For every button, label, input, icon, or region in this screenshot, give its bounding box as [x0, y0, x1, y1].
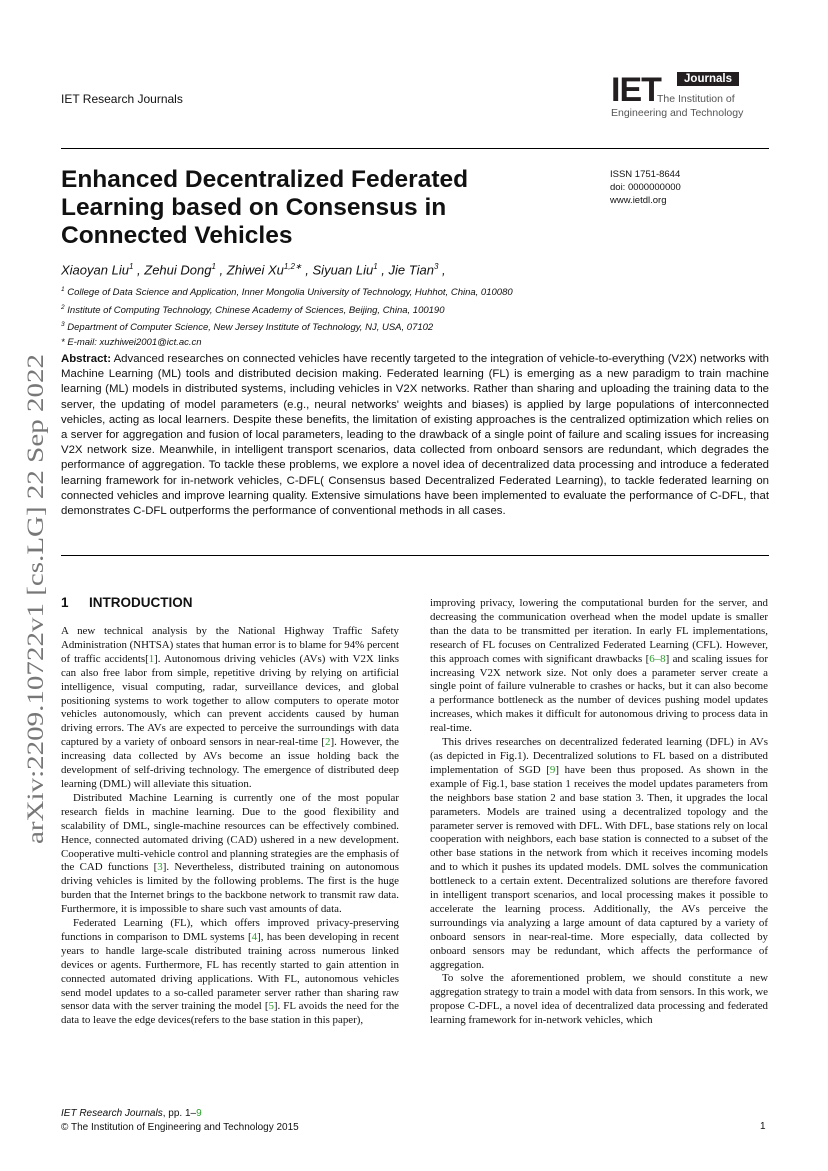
- citation-link[interactable]: 4: [251, 930, 258, 943]
- abstract: [61, 352, 769, 519]
- paragraph-text: ]. FL avoids the need for the data to leave the edge devices(refers to the base station in this paper),: [61, 1000, 399, 1027]
- issn-block: [610, 168, 681, 207]
- citation-link[interactable]: 5: [268, 1000, 274, 1013]
- author-name: Zehui Dong: [144, 262, 212, 278]
- author-affiliation-mark: 1: [128, 262, 134, 271]
- journal-name: IET Research Journals: [61, 92, 183, 106]
- abstract-rule: [61, 555, 769, 556]
- citation-link[interactable]: 6–8: [649, 652, 666, 665]
- paragraph-text: ]. Nevertheless, distributed training on autonomous driving vehicles is limited by the following problems. The first is the huge burden that the Internet brings to the backbone network to transmit raw data. Furthermore, it is impossible to share such vast amounts of data.: [61, 861, 399, 916]
- section-heading: [61, 595, 193, 610]
- author-name: Jie Tian: [388, 262, 434, 278]
- citation-link[interactable]: 3: [157, 861, 163, 874]
- footer-citation: [61, 1107, 299, 1121]
- author-affiliation-mark: 1: [211, 262, 216, 271]
- citation-link[interactable]: 9: [549, 763, 556, 776]
- affiliation-text: College of Data Science and Application, Inner Mongolia University of Technology, Huhhot, China, 010080: [67, 287, 513, 299]
- affiliation-mark: 1: [61, 286, 65, 293]
- section-title: INTRODUCTION: [89, 595, 193, 610]
- footer: [61, 1107, 299, 1135]
- affiliation-list: [61, 283, 513, 350]
- body-paragraph: [430, 736, 768, 972]
- author-affiliation-mark: 1: [373, 262, 378, 271]
- abstract-text: Advanced researches on connected vehicles have recently targeted to the integration of vehicle-to-everything (V2X) networks with Machine Learning (ML) tools and distributed decision making. Federated learning (FL) is emerging as a new paradigm to train machine learning (ML) models in distributed systems, including vehicles in V2X networks. Rather than sharing and uploading the training data to the server, the updating of model parameters (e.g., neural networks' weights and biases) is applied by large populations of interconnected vehicles, acting as local learners. Despite these benefits, the limitation of existing approaches is the centralized optimization which relies on a server for aggregation and fusion of local parameters, leading to the drawback of a single point of failure and scaling issues for increasing V2X network size. Meanwhile, in intelligent transport scenarios, data collected from onboard sensors are redundant, which degrades the performance of aggregation. To tackle these problems, we explore a novel idea of decentralized data processing and introduce a federated learning framework for in-network vehicles, C-DFL( Consensus based Decentralized Federated Learning), to tackle federated learning on connected vehicles and improve learning quality. Extensive simulations have been implemented to evaluate the performance of C-DFL, that demonstrates C-DFL outperforms the performance of conventional methods in all cases.: [61, 353, 769, 518]
- footer-pages-prefix: , pp. 1–: [162, 1108, 197, 1119]
- section-number: 1: [61, 595, 69, 610]
- issn: ISSN 1751-8644: [610, 169, 681, 180]
- footer-journal: IET Research Journals: [61, 1108, 163, 1119]
- author-affiliation-mark: 3: [433, 262, 439, 271]
- body-paragraph: [430, 597, 768, 736]
- paper-title: Enhanced Decentralized Federated Learning based on Consensus in Connected Vehicles: [61, 166, 469, 249]
- footer-pages-last[interactable]: 9: [196, 1108, 202, 1119]
- header-rule: [61, 148, 769, 149]
- paragraph-text: improving privacy, lowering the computational burden for the server, and decreasing the communication overhead when the model update is smaller than the data to be transmitted per iteration. In early FL implementations, research of FL focuses on Centralized Federated Learning (CFL). However, this approach comes with significant drawbacks [: [430, 597, 768, 665]
- body-paragraph: [61, 792, 399, 917]
- paragraph-text: To solve the aforementioned problem, we should constitute a new aggregation strategy to train a model with data from sensors. In this work, we propose C-DFL, a novel idea of decentralized data processing and federated learning framework for in-network vehicles, which: [430, 972, 768, 1027]
- journal-url: www.ietdl.org: [610, 195, 667, 206]
- iet-logo-mark: IET: [611, 71, 661, 109]
- author-affiliation-mark: 1,2∗: [283, 262, 302, 271]
- paragraph-text: ], has been developing in recent years to handle large-scale distributed training across numerous linked devices or agents. Furthermore, FL has recently started to gain attention in connected automated driving applications. With FL, autonomous vehicles send model updates to a so-called parameter server rather than sharing raw sensor data with the server training the model [: [61, 930, 399, 1013]
- institution-line-2: Engineering and Technology: [611, 107, 744, 119]
- doi: doi: 0000000000: [610, 182, 681, 193]
- journals-label: Journals: [677, 72, 739, 86]
- affiliation-mark: 3: [61, 321, 65, 329]
- affiliation: [61, 336, 513, 351]
- left-column: [61, 625, 399, 1028]
- footer-copyright: © The Institution of Engineering and Technology 2015: [61, 1122, 299, 1133]
- author-name: Zhiwei Xu: [226, 262, 284, 278]
- arxiv-identifier: arXiv:2209.10722v1 [cs.LG] 22 Sep 2022: [23, 447, 49, 844]
- paragraph-text: ]. However, the increasing data collected by AVs become an issue holding back the development of self-driving technology. The emergence of distributed deep learning (DML) will alleviate this situation.: [61, 736, 399, 790]
- affiliation: [61, 318, 513, 336]
- author-name: Xiaoyan Liu: [61, 262, 129, 278]
- affiliation-text: * E-mail: xuzhiwei2001@ict.ac.cn: [61, 336, 202, 348]
- author-name: Siyuan Liu: [312, 262, 374, 278]
- author-list: Xiaoyan Liu$^1$ , Zehui Dong$^1$ , Zhiwei $Xu^{1,2∗}$ , Siyuan Liu$^1$ , Jie Tian$^3$ ,: [61, 262, 446, 278]
- abstract-label: Abstract:: [61, 353, 112, 365]
- page-number: 1: [760, 1121, 766, 1132]
- paragraph-text: Federated Learning (FL), which offers improved privacy-preserving functions in comparison to DML systems [: [61, 917, 399, 943]
- paragraph-text: This drives researches on decentralized federated learning (DFL) in AVs (as depicted in Fig.1). Decentralized solutions to FL based on a distributed implementation of SGD [: [430, 736, 768, 776]
- paragraph-text: Distributed Machine Learning is currently one of the most popular research fields in machine learning. Due to the good flexibility and scalability of DML, single-machine resources can be effectively combined. Hence, connected automated driving (CAD) ushered in a new development. Cooperative multi-vehicle control and planning strategies are the emphasis of the CAD functions [: [61, 791, 399, 874]
- iet-logo: [611, 70, 744, 122]
- citation-link[interactable]: 2: [324, 736, 331, 749]
- institution-line-1: The Institution of: [657, 93, 735, 105]
- arxiv-stamp: [10, 350, 54, 850]
- affiliation-mark: 2: [61, 303, 65, 311]
- affiliation-text: Department of Computer Science, New Jersey Institute of Technology, NJ, USA, 07102: [67, 322, 434, 334]
- paragraph-text: ] and scaling issues for increasing V2X network size. Not only does a parameter server create a single point of failure vulnerable to crashes or hacks, but it can also become a performance bottleneck as the number of devices pushing model updates increases, which makes it difficult for autonomous driving to process data in real-time.: [430, 652, 768, 735]
- citation-link[interactable]: 1: [148, 652, 155, 665]
- affiliation: [61, 301, 513, 319]
- body-paragraph: [430, 972, 768, 1028]
- paragraph-text: ]. Autonomous driving vehicles (AVs) with V2X links can also free labor from simple, repetitive driving by relying on artificial intelligence, visual computing, radar, surveillance devices, and global positioning systems to work together to allow computers to operate motor vehicles autonomously, which can prevent accidents caused by human driving errors. The AVs are expected to perceive the surroundings with data captured by a variety of onboard sensors in near-real-time [: [61, 652, 400, 749]
- body-paragraph: [61, 917, 399, 1028]
- affiliation: [61, 283, 513, 301]
- right-column: [430, 597, 768, 1028]
- affiliation-text: Institute of Computing Technology, Chinese Academy of Sciences, Beijing, China, 100190: [67, 304, 445, 316]
- body-paragraph: [61, 625, 399, 792]
- paragraph-text: A new technical analysis by the National Highway Traffic Safety Administration (NHTSA) states that human error is to blame for 94% percent of traffic accidents[: [61, 625, 399, 665]
- paragraph-text: ] have been thus proposed. As shown in the example of Fig.1, base station 1 receives the model updates parameters from the neighbors base station 2 and base station 3. Then, it upgrades the local parameters. Models are trained using a decentralized topology and the parameter server is removed with DFL. With DFL, base stations rely on local cooperation with neighbors, each base station is connected to a subset of the other base stations in the network from which it receives incoming models and to which it pushes its updated models. DML solves the communication bottleneck to a certain extent. Decentralized solutions are therefore favored in intelligent transport scenarios, and local processing makes it possible to accelerate the learning process. Additionally, the AVs perceive the surroundings via analyzing a large amount of data captured by a variety of onboard sensors in near-real-time. More especially, data collected by onboard sensors may be redundant, which affects the performance of aggregation.: [430, 763, 768, 971]
